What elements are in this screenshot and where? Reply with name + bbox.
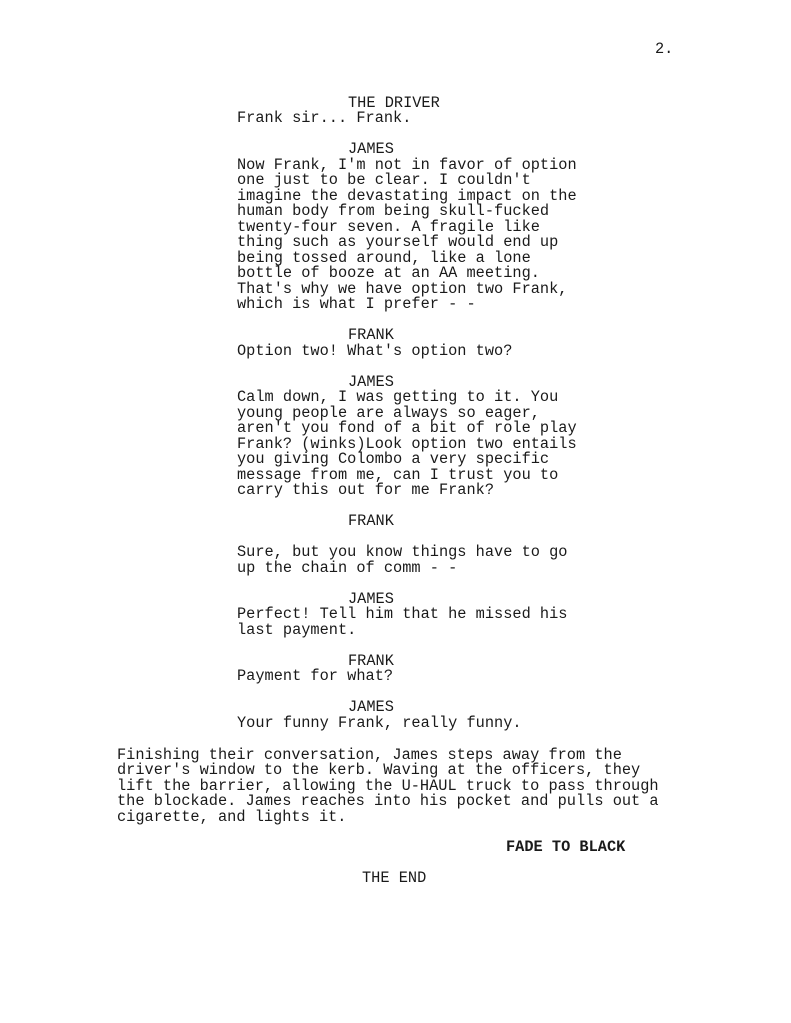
character-cue-james: JAMES (348, 140, 394, 158)
page-number: 2. (655, 40, 674, 58)
dialogue-line: aren't you fond of a bit of role play (237, 419, 577, 437)
dialogue-line: twenty-four seven. A fragile like (237, 218, 540, 236)
dialogue-line: Payment for what? (237, 667, 394, 685)
the-end: THE END (362, 869, 427, 887)
action-line: lift the barrier, allowing the U-HAUL truck to pass through (117, 777, 659, 795)
character-cue-frank: FRANK (348, 326, 394, 344)
dialogue-line: Your funny Frank, really funny. (237, 714, 522, 732)
action-line: driver's window to the kerb. Waving at the officers, they (117, 761, 641, 779)
dialogue-line: up the chain of comm - - (237, 559, 458, 577)
character-cue-james: JAMES (348, 373, 394, 391)
character-cue-james: JAMES (348, 590, 394, 608)
character-cue-james: JAMES (348, 698, 394, 716)
character-cue-frank: FRANK (348, 652, 394, 670)
dialogue-line: which is what I prefer - - (237, 295, 476, 313)
dialogue-line: Calm down, I was getting to it. You (237, 388, 559, 406)
character-cue-frank: FRANK (348, 512, 394, 530)
dialogue-line: bottle of booze at an AA meeting. (237, 264, 540, 282)
dialogue-line: human body from being skull-fucked (237, 202, 550, 220)
dialogue-line: last payment. (237, 621, 357, 639)
dialogue-line: Option two! What's option two? (237, 342, 513, 360)
action-line: the blockade. James reaches into his pocket and pulls out a (117, 792, 659, 810)
dialogue-line: one just to be clear. I couldn't (237, 171, 531, 189)
dialogue-line: thing such as yourself would end up (237, 233, 559, 251)
dialogue-line: carry this out for me Frank? (237, 481, 495, 499)
dialogue-line: imagine the devastating impact on the (237, 187, 577, 205)
action-line: Finishing their conversation, James steps away from the (117, 746, 622, 764)
dialogue-line: That's why we have option two Frank, (237, 280, 568, 298)
dialogue-line: Sure, but you know things have to go (237, 543, 568, 561)
dialogue-line: you giving Colombo a very specific (237, 450, 550, 468)
action-line: cigarette, and lights it. (117, 808, 347, 826)
dialogue-line: Frank? (winks)Look option two entails (237, 435, 577, 453)
character-cue-the-driver: THE DRIVER (348, 94, 440, 112)
dialogue-line: being tossed around, like a lone (237, 249, 531, 267)
dialogue-line: Now Frank, I'm not in favor of option (237, 156, 577, 174)
dialogue-line: message from me, can I trust you to (237, 466, 559, 484)
dialogue-line: Frank sir... Frank. (237, 109, 412, 127)
dialogue-line: Perfect! Tell him that he missed his (237, 605, 568, 623)
transition-fade-to-black: FADE TO BLACK (506, 838, 626, 856)
dialogue-line: young people are always so eager, (237, 404, 540, 422)
